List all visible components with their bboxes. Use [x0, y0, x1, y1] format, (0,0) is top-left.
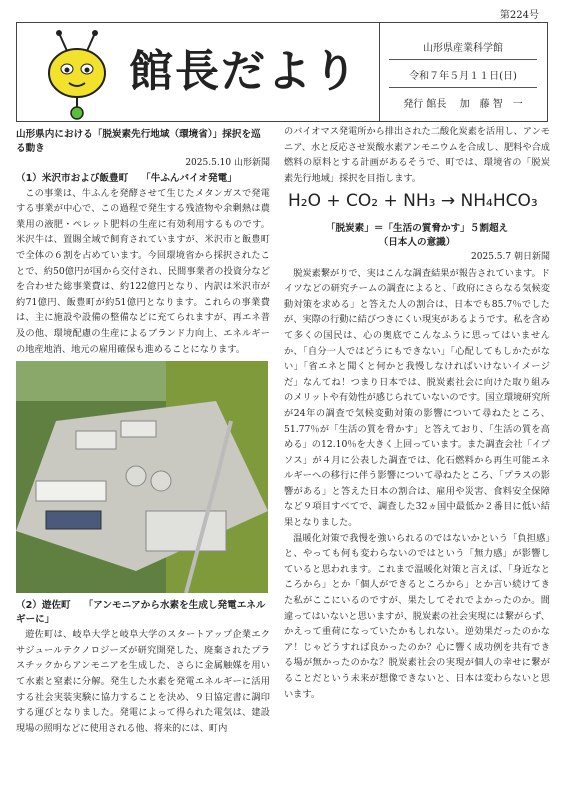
section-heading: （1）米沢市および飯豊町 「牛ふんバイオ発電」 [16, 172, 237, 184]
issue-number: 第224号 [499, 10, 539, 21]
chemical-formula: H₂O + CO₂ + NH₃ → NH₄HCO₃ [288, 191, 538, 212]
issue-date: 令和７年５月１１日(日) [409, 71, 517, 82]
article-heading: 山形県内における「脱炭素先行地域（環境省）」採択を巡る動き [16, 129, 261, 154]
article-heading: 「脱炭素」＝「生活の質脅かす」５割超え [325, 222, 509, 234]
article-paragraph: のバイオマス発電所から排出された二酸化炭素を活用し、アンモニア、水と反応させ炭酸水素アンモニウムを合成し、肥料や合成燃料の原料とする計画があるそうで、町では、環境省の「脱炭素先行地域」採択を目指します。 [284, 126, 550, 184]
left-column [16, 128, 270, 736]
biogas-plant-photo [16, 361, 268, 593]
article-paragraph: この事業は、牛ふんを発酵させて生じたメタンガスで発電する事業が中心で、この過程で発生する残渣物や余剰熱は農業用の液肥・ペレット肥料の生産に有効利用するものです。米沢牛は、置賜全域で飼育されていますが、米沢市と飯豊町で全体の６割を占めています。今回環境省から採択されたことで、約50億円が国から交付され、民間事業者の投資分などを合わせた総事業費は、約122億円となり、内訳は米沢市が約71億円、飯豊町が約51億円となります。これらの事業費は、主に施設や設備の整備などに充てられますが、再エネ普及の他、環境配慮の生産によるブランド力向上、エネルギーの地産地消、地元の雇用確保も進めることになります。 [16, 187, 270, 355]
header-rule [389, 87, 537, 88]
publisher: 発行 館長 加 藤 智 一 [403, 99, 523, 110]
header-rule [389, 59, 537, 60]
mascot-icon [37, 29, 117, 121]
article-paragraph: 脱炭素繋がりで、実はこんな調査結果が報告されています。ドイツなどの研究チームの調査によると、「政府にさらなる気候変動対策を求める」と答えた人の割合は、日本でも85.7％でしたが、実際の行動に結びつきにくい現実があるようです。私を含めて多くの国民は、心の奥底でこんなふうに思ってはいませんか、「自分一人ではどうにもできない」「心配してもしかたがない」「省エネと聞くと何かと我慢しなければいけないイメージだ」なんてね！つまり日本では、脱炭素社会に向けた取り組みのメリットや有効性が感じられていないのです。国立環境研究所が24年の調査で気候変動対策の影響について尋ねたところ、51.77％が「生活の質を脅かす」と答えており、「生活の質を高める」の12.10％を大きく上回っています。また調査会社「イプソス」が４月に公表した調査では、化石燃料から再生可能エネルギーへの移行に伴う影響について尋ねたところ、「プラスの影響がある」と答えた日本の割合は、雇用や災害、食料安全保障など９項目すべてで、調査した32ヵ国中最低か２番目に低い結果となりました。 [284, 267, 550, 529]
article-paragraph: 遊佐町は、岐阜大学と岐阜大学のスタートアップ企業エクサジュールテクノロジーズが研究開発した、廃棄されたプラスチックからアンモニアを生成した、さらに金属触媒を用いて水素と窒素に分解。発生した水素を発電エネルギーに活用する社会実装実験に協力することを決め、９日協定書に調印する運びとなりました。発電によって得られた電気は、建設現場の照明などに使用される他、将来的には、町内 [16, 629, 270, 734]
header-info [379, 23, 547, 121]
right-column [284, 124, 550, 702]
newsletter-title: 館長だより [129, 46, 359, 97]
article-source: 2025.5.7 朝日新聞 [471, 251, 550, 262]
article-source: 2025.5.10 山形新聞 [185, 158, 270, 168]
org-name: 山形県産業科学館 [423, 43, 503, 54]
newsletter-header [16, 22, 548, 122]
section-heading: （2）遊佐町 「アンモニアから水素を生成し発電エネルギーに」 [16, 600, 266, 626]
article-subheading: （日本人の意識） [378, 236, 456, 248]
article-paragraph: 温暖化対策で我慢を強いられるのではないかという「負担感」と、やっても何も変わらないのではという「無力感」が影響していると思われます。これまで温暖化対策と言えば、「身近なところから」とか「個人ができるところから」とか言い続けてきた私がここにいるのですが、果たしてそれでよかったのか。間違ってはいないと思いますが、脱炭素の社会実現には繋がらず、かえって重荷になっていたかもしれない。逆効果だったのかなア！じゃどうすれば良かったのか？心に響く成功例を共有できる場が無かったのかな？脱炭素社会の実現が個人の幸せに繋がることだという未来が想像できないと、日本は変わらないと思います。 [284, 532, 550, 700]
